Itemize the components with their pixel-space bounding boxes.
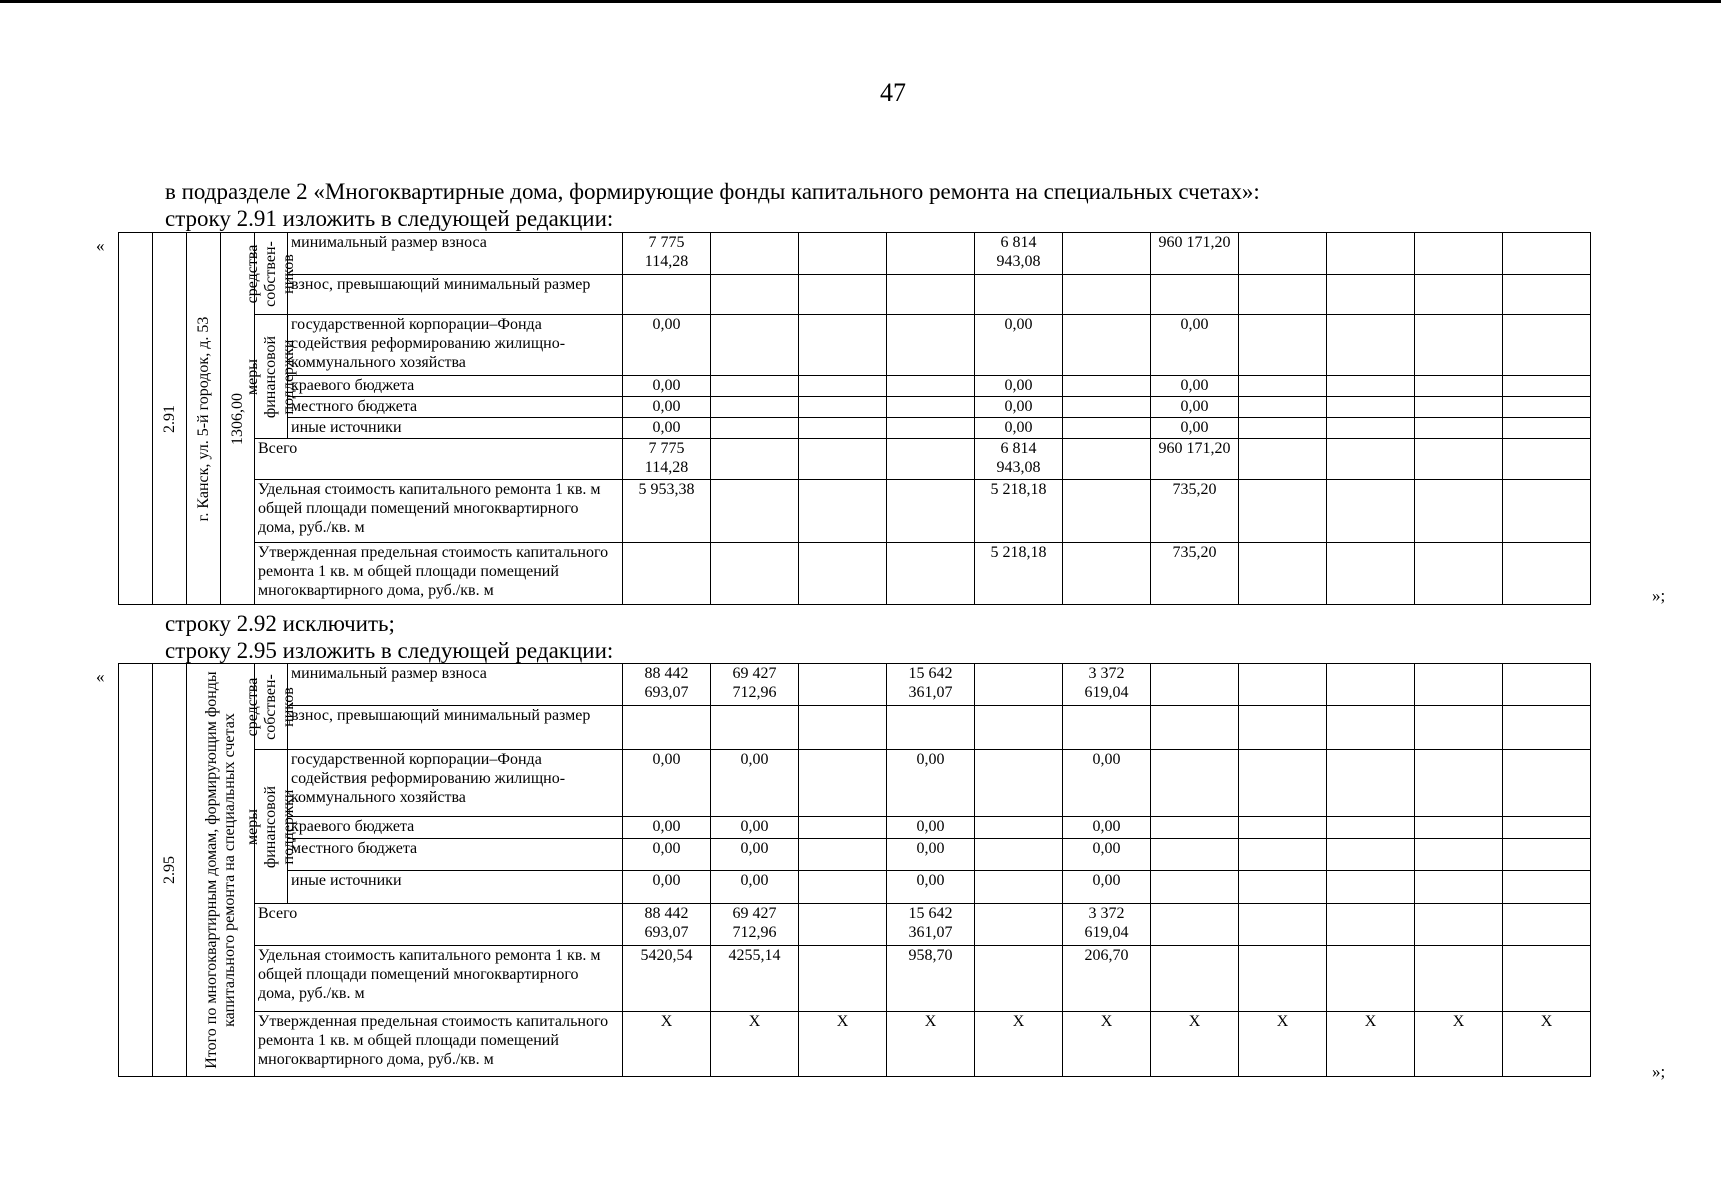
label-state-corp: государственной корпорации–Фонда содействия реформированию жилищно-коммунального хозяйства bbox=[288, 750, 623, 817]
value-cell-local-budget bbox=[711, 397, 799, 418]
value-cell-local-budget bbox=[1503, 397, 1591, 418]
value-cell-over-min-fee bbox=[711, 275, 799, 315]
value-cell-other-sources: 0,00 bbox=[711, 871, 799, 904]
value-cell-local-budget bbox=[1327, 397, 1415, 418]
value-cell-regional-budget bbox=[1327, 817, 1415, 839]
value-cell-min-fee bbox=[1327, 664, 1415, 706]
table-row-2-95 bbox=[118, 663, 1591, 1077]
address-cell bbox=[187, 233, 221, 605]
value-cell-regional-budget: 0,00 bbox=[1063, 817, 1151, 839]
label-limit-cost: Утвержденная предельная стоимость капитального ремонта 1 кв. м общей площади помещений многоквартирного дома, руб./кв. м bbox=[255, 1012, 623, 1077]
value-cell-over-min-fee bbox=[887, 275, 975, 315]
value-cell-min-fee: 15 642 361,07 bbox=[887, 664, 975, 706]
value-cell-other-sources bbox=[1151, 871, 1239, 904]
value-cell-other-sources bbox=[1239, 418, 1327, 439]
value-cell-total bbox=[1327, 439, 1415, 480]
value-cell-other-sources bbox=[887, 418, 975, 439]
value-cell-over-min-fee bbox=[1063, 275, 1151, 315]
value-cell-state-corp: 0,00 bbox=[975, 315, 1063, 376]
value-cell-limit-cost bbox=[711, 543, 799, 605]
intro-text: в подразделе 2 «Многоквартирные дома, формирующие фонды капитального ремонта на специальных счетах»: bbox=[165, 179, 1260, 204]
value-cell-min-fee: 7 775 114,28 bbox=[623, 233, 711, 275]
value-cell-min-fee: 6 814 943,08 bbox=[975, 233, 1063, 275]
value-cell-other-sources: 0,00 bbox=[1151, 418, 1239, 439]
value-cell-limit-cost: X bbox=[1415, 1012, 1503, 1077]
value-cell-regional-budget bbox=[799, 376, 887, 397]
label-regional-budget: краевого бюджета bbox=[288, 376, 623, 397]
value-cell-state-corp bbox=[1151, 750, 1239, 817]
value-cell-over-min-fee bbox=[1239, 275, 1327, 315]
value-cell-total bbox=[975, 904, 1063, 946]
value-cell-state-corp bbox=[1239, 750, 1327, 817]
label-local-budget: местного бюджета bbox=[288, 397, 623, 418]
owners-funds-cell bbox=[244, 233, 297, 315]
instruction-2-91: строку 2.91 изложить в следующей редакции: bbox=[165, 206, 614, 231]
value-cell-min-fee bbox=[1415, 233, 1503, 275]
value-cell-unit-cost bbox=[799, 480, 887, 543]
value-cell-over-min-fee bbox=[623, 706, 711, 750]
value-cell-other-sources: 0,00 bbox=[623, 871, 711, 904]
instruction-2-95: строку 2.95 изложить в следующей редакции: bbox=[165, 638, 614, 663]
close-quote: »; bbox=[1652, 1062, 1666, 1081]
value-cell-local-budget: 0,00 bbox=[623, 839, 711, 871]
page-top-border bbox=[0, 0, 1721, 3]
label-total: Всего bbox=[255, 439, 623, 480]
value-cell-other-sources bbox=[975, 871, 1063, 904]
value-cell-total bbox=[799, 439, 887, 480]
value-cell-min-fee bbox=[1327, 233, 1415, 275]
value-cell-unit-cost: 5 953,38 bbox=[623, 480, 711, 543]
value-cell-local-budget bbox=[1327, 839, 1415, 871]
value-cell-limit-cost: X bbox=[1151, 1012, 1239, 1077]
value-cell-limit-cost: X bbox=[1063, 1012, 1151, 1077]
page-number: 47 bbox=[880, 78, 906, 107]
value-cell-over-min-fee bbox=[1327, 706, 1415, 750]
label-unit-cost: Удельная стоимость капитального ремонта 1 кв. м общей площади помещений многоквартирного дома, руб./кв. м bbox=[255, 946, 623, 1012]
row-empty-cell bbox=[119, 664, 153, 1077]
value-cell-limit-cost bbox=[1503, 543, 1591, 605]
value-cell-min-fee bbox=[1063, 233, 1151, 275]
value-cell-unit-cost bbox=[1151, 946, 1239, 1012]
label-other-sources: иные источники bbox=[288, 871, 623, 904]
label-regional-budget: краевого бюджета bbox=[288, 817, 623, 839]
value-cell-local-budget: 0,00 bbox=[623, 397, 711, 418]
value-cell-over-min-fee bbox=[1327, 275, 1415, 315]
value-cell-total bbox=[1239, 904, 1327, 946]
row-number-cell bbox=[153, 664, 187, 1077]
value-cell-unit-cost bbox=[1415, 480, 1503, 543]
address: Итого по многоквартирным домам, формирующим фонды капитального ремонта на специальных счетах bbox=[202, 671, 238, 1069]
area: 1306,00 bbox=[228, 392, 246, 445]
value-cell-other-sources bbox=[799, 418, 887, 439]
value-cell-unit-cost bbox=[1327, 480, 1415, 543]
value-cell-min-fee bbox=[1239, 664, 1327, 706]
value-cell-local-budget bbox=[1063, 397, 1151, 418]
financial-support-label: меры финансовой поддержки bbox=[244, 785, 297, 868]
value-cell-unit-cost bbox=[799, 946, 887, 1012]
value-cell-other-sources: 0,00 bbox=[623, 418, 711, 439]
value-cell-over-min-fee bbox=[975, 706, 1063, 750]
value-cell-total bbox=[799, 904, 887, 946]
value-cell-state-corp bbox=[1327, 750, 1415, 817]
value-cell-unit-cost: 206,70 bbox=[1063, 946, 1151, 1012]
value-cell-local-budget bbox=[799, 397, 887, 418]
value-cell-unit-cost: 4255,14 bbox=[711, 946, 799, 1012]
label-over-min-fee: взнос, превышающий минимальный размер bbox=[288, 706, 623, 750]
owners-funds-cell bbox=[244, 664, 297, 750]
value-cell-limit-cost bbox=[1239, 543, 1327, 605]
value-cell-unit-cost: 735,20 bbox=[1151, 480, 1239, 543]
value-cell-limit-cost: X bbox=[1503, 1012, 1591, 1077]
value-cell-local-budget bbox=[1415, 839, 1503, 871]
value-cell-local-budget bbox=[1151, 839, 1239, 871]
value-cell-limit-cost bbox=[799, 543, 887, 605]
value-cell-min-fee bbox=[1503, 233, 1591, 275]
value-cell-local-budget bbox=[799, 839, 887, 871]
value-cell-unit-cost: 5420,54 bbox=[623, 946, 711, 1012]
value-cell-state-corp: 0,00 bbox=[623, 750, 711, 817]
value-cell-over-min-fee bbox=[975, 275, 1063, 315]
value-cell-over-min-fee bbox=[1239, 706, 1327, 750]
value-cell-regional-budget: 0,00 bbox=[975, 376, 1063, 397]
value-cell-min-fee: 88 442 693,07 bbox=[623, 664, 711, 706]
value-cell-state-corp bbox=[975, 750, 1063, 817]
value-cell-regional-budget: 0,00 bbox=[887, 817, 975, 839]
value-cell-regional-budget: 0,00 bbox=[1151, 376, 1239, 397]
label-limit-cost: Утвержденная предельная стоимость капитального ремонта 1 кв. м общей площади помещений многоквартирного дома, руб./кв. м bbox=[255, 543, 623, 605]
row-number: 2.91 bbox=[160, 404, 178, 433]
value-cell-regional-budget bbox=[1503, 817, 1591, 839]
value-cell-total: 960 171,20 bbox=[1151, 439, 1239, 480]
value-cell-total bbox=[1327, 904, 1415, 946]
value-cell-state-corp bbox=[1327, 315, 1415, 376]
value-cell-unit-cost bbox=[1063, 480, 1151, 543]
value-cell-state-corp: 0,00 bbox=[711, 750, 799, 817]
value-cell-local-budget bbox=[975, 839, 1063, 871]
value-cell-other-sources bbox=[711, 418, 799, 439]
value-cell-state-corp bbox=[1415, 315, 1503, 376]
table-row-2-91 bbox=[118, 232, 1591, 605]
value-cell-regional-budget bbox=[1063, 376, 1151, 397]
value-cell-limit-cost: X bbox=[887, 1012, 975, 1077]
value-cell-limit-cost: 735,20 bbox=[1151, 543, 1239, 605]
value-cell-other-sources bbox=[799, 871, 887, 904]
value-cell-local-budget: 0,00 bbox=[1063, 839, 1151, 871]
label-state-corp: государственной корпорации–Фонда содействия реформированию жилищно-коммунального хозяйства bbox=[288, 315, 623, 376]
value-cell-total bbox=[1503, 439, 1591, 480]
value-cell-state-corp bbox=[1063, 315, 1151, 376]
value-cell-over-min-fee bbox=[623, 275, 711, 315]
value-cell-limit-cost: X bbox=[711, 1012, 799, 1077]
value-cell-other-sources bbox=[1239, 871, 1327, 904]
value-cell-total: 7 775 114,28 bbox=[623, 439, 711, 480]
owners-funds-label: средства собствен- ников bbox=[244, 240, 297, 307]
value-cell-total bbox=[1151, 904, 1239, 946]
value-cell-state-corp bbox=[1415, 750, 1503, 817]
value-cell-limit-cost bbox=[1415, 543, 1503, 605]
label-min-fee: минимальный размер взноса bbox=[288, 233, 623, 275]
value-cell-over-min-fee bbox=[711, 706, 799, 750]
value-cell-unit-cost bbox=[1327, 946, 1415, 1012]
value-cell-local-budget bbox=[1239, 397, 1327, 418]
value-cell-local-budget bbox=[1503, 839, 1591, 871]
value-cell-total bbox=[1503, 904, 1591, 946]
value-cell-limit-cost bbox=[623, 543, 711, 605]
value-cell-other-sources: 0,00 bbox=[1063, 871, 1151, 904]
value-cell-unit-cost: 5 218,18 bbox=[975, 480, 1063, 543]
value-cell-state-corp: 0,00 bbox=[887, 750, 975, 817]
row-empty-cell bbox=[119, 233, 153, 605]
value-cell-regional-budget: 0,00 bbox=[623, 376, 711, 397]
value-cell-total: 6 814 943,08 bbox=[975, 439, 1063, 480]
value-cell-other-sources bbox=[1503, 418, 1591, 439]
label-other-sources: иные источники bbox=[288, 418, 623, 439]
value-cell-over-min-fee bbox=[799, 275, 887, 315]
value-cell-local-budget bbox=[887, 397, 975, 418]
value-cell-over-min-fee bbox=[1415, 275, 1503, 315]
value-cell-local-budget: 0,00 bbox=[1151, 397, 1239, 418]
value-cell-state-corp bbox=[1503, 315, 1591, 376]
value-cell-over-min-fee bbox=[1503, 275, 1591, 315]
address: г. Канск, ул. 5-й городок, д. 53 bbox=[194, 316, 212, 521]
value-cell-total: 88 442 693,07 bbox=[623, 904, 711, 946]
value-cell-over-min-fee bbox=[1415, 706, 1503, 750]
label-min-fee: минимальный размер взноса bbox=[288, 664, 623, 706]
value-cell-total: 69 427 712,96 bbox=[711, 904, 799, 946]
value-cell-other-sources bbox=[1415, 871, 1503, 904]
value-cell-state-corp bbox=[1239, 315, 1327, 376]
value-cell-local-budget: 0,00 bbox=[887, 839, 975, 871]
value-cell-local-budget bbox=[1415, 397, 1503, 418]
value-cell-unit-cost bbox=[1503, 946, 1591, 1012]
value-cell-regional-budget bbox=[1415, 817, 1503, 839]
value-cell-regional-budget bbox=[975, 817, 1063, 839]
value-cell-regional-budget bbox=[1503, 376, 1591, 397]
value-cell-regional-budget bbox=[1239, 817, 1327, 839]
value-cell-total: 3 372 619,04 bbox=[1063, 904, 1151, 946]
value-cell-local-budget: 0,00 bbox=[711, 839, 799, 871]
value-cell-min-fee bbox=[1239, 233, 1327, 275]
value-cell-min-fee: 960 171,20 bbox=[1151, 233, 1239, 275]
row-number-cell bbox=[153, 233, 187, 605]
value-cell-min-fee bbox=[887, 233, 975, 275]
value-cell-limit-cost: X bbox=[799, 1012, 887, 1077]
row-number: 2.95 bbox=[160, 856, 178, 884]
value-cell-state-corp bbox=[711, 315, 799, 376]
label-over-min-fee: взнос, превышающий минимальный размер bbox=[288, 275, 623, 315]
financial-support-label: меры финансовой поддержки bbox=[244, 335, 297, 418]
value-cell-state-corp bbox=[1503, 750, 1591, 817]
value-cell-over-min-fee bbox=[1151, 706, 1239, 750]
value-cell-regional-budget: 0,00 bbox=[623, 817, 711, 839]
value-cell-limit-cost: X bbox=[975, 1012, 1063, 1077]
value-cell-total bbox=[711, 439, 799, 480]
value-cell-regional-budget bbox=[711, 376, 799, 397]
value-cell-limit-cost bbox=[1327, 543, 1415, 605]
value-cell-min-fee bbox=[799, 664, 887, 706]
value-cell-unit-cost bbox=[1415, 946, 1503, 1012]
value-cell-min-fee bbox=[975, 664, 1063, 706]
value-cell-unit-cost bbox=[1239, 946, 1327, 1012]
value-cell-total bbox=[1415, 904, 1503, 946]
value-cell-regional-budget bbox=[1415, 376, 1503, 397]
value-cell-other-sources bbox=[1503, 871, 1591, 904]
value-cell-other-sources bbox=[1327, 871, 1415, 904]
value-cell-state-corp: 0,00 bbox=[623, 315, 711, 376]
value-cell-total bbox=[887, 439, 975, 480]
value-cell-limit-cost bbox=[887, 543, 975, 605]
value-cell-unit-cost: 958,70 bbox=[887, 946, 975, 1012]
value-cell-total bbox=[1239, 439, 1327, 480]
open-quote: « bbox=[96, 236, 105, 255]
value-cell-limit-cost: 5 218,18 bbox=[975, 543, 1063, 605]
value-cell-regional-budget: 0,00 bbox=[711, 817, 799, 839]
value-cell-over-min-fee bbox=[1063, 706, 1151, 750]
value-cell-over-min-fee bbox=[1151, 275, 1239, 315]
value-cell-local-budget bbox=[1239, 839, 1327, 871]
value-cell-regional-budget bbox=[1327, 376, 1415, 397]
value-cell-unit-cost bbox=[711, 480, 799, 543]
value-cell-other-sources bbox=[1415, 418, 1503, 439]
value-cell-state-corp: 0,00 bbox=[1063, 750, 1151, 817]
value-cell-state-corp bbox=[799, 315, 887, 376]
value-cell-unit-cost bbox=[1503, 480, 1591, 543]
owners-funds-label: средства собствен- ников bbox=[244, 673, 297, 740]
value-cell-min-fee bbox=[711, 233, 799, 275]
value-cell-other-sources: 0,00 bbox=[887, 871, 975, 904]
value-cell-total bbox=[1415, 439, 1503, 480]
value-cell-other-sources: 0,00 bbox=[975, 418, 1063, 439]
value-cell-over-min-fee bbox=[887, 706, 975, 750]
label-unit-cost: Удельная стоимость капитального ремонта 1 кв. м общей площади помещений многоквартирного дома, руб./кв. м bbox=[255, 480, 623, 543]
value-cell-limit-cost: X bbox=[1327, 1012, 1415, 1077]
value-cell-local-budget: 0,00 bbox=[975, 397, 1063, 418]
value-cell-unit-cost bbox=[1239, 480, 1327, 543]
value-cell-unit-cost bbox=[887, 480, 975, 543]
value-cell-regional-budget bbox=[1239, 376, 1327, 397]
value-cell-regional-budget bbox=[1151, 817, 1239, 839]
value-cell-state-corp bbox=[799, 750, 887, 817]
value-cell-over-min-fee bbox=[799, 706, 887, 750]
value-cell-unit-cost bbox=[975, 946, 1063, 1012]
value-cell-limit-cost: X bbox=[1239, 1012, 1327, 1077]
value-cell-regional-budget bbox=[799, 817, 887, 839]
close-quote: »; bbox=[1652, 586, 1666, 605]
value-cell-regional-budget bbox=[887, 376, 975, 397]
instruction-2-92: строку 2.92 исключить; bbox=[165, 611, 395, 636]
value-cell-state-corp bbox=[887, 315, 975, 376]
value-cell-total: 15 642 361,07 bbox=[887, 904, 975, 946]
value-cell-min-fee: 3 372 619,04 bbox=[1063, 664, 1151, 706]
value-cell-limit-cost: X bbox=[623, 1012, 711, 1077]
value-cell-other-sources bbox=[1327, 418, 1415, 439]
value-cell-other-sources bbox=[1063, 418, 1151, 439]
value-cell-min-fee bbox=[1415, 664, 1503, 706]
value-cell-limit-cost bbox=[1063, 543, 1151, 605]
financial-support-cell bbox=[244, 750, 297, 904]
label-total: Всего bbox=[255, 904, 623, 946]
value-cell-min-fee bbox=[1151, 664, 1239, 706]
open-quote: « bbox=[96, 667, 105, 686]
label-local-budget: местного бюджета bbox=[288, 839, 623, 871]
value-cell-total bbox=[1063, 439, 1151, 480]
value-cell-min-fee: 69 427 712,96 bbox=[711, 664, 799, 706]
value-cell-over-min-fee bbox=[1503, 706, 1591, 750]
value-cell-min-fee bbox=[799, 233, 887, 275]
financial-support-cell bbox=[244, 315, 297, 439]
value-cell-state-corp: 0,00 bbox=[1151, 315, 1239, 376]
value-cell-min-fee bbox=[1503, 664, 1591, 706]
